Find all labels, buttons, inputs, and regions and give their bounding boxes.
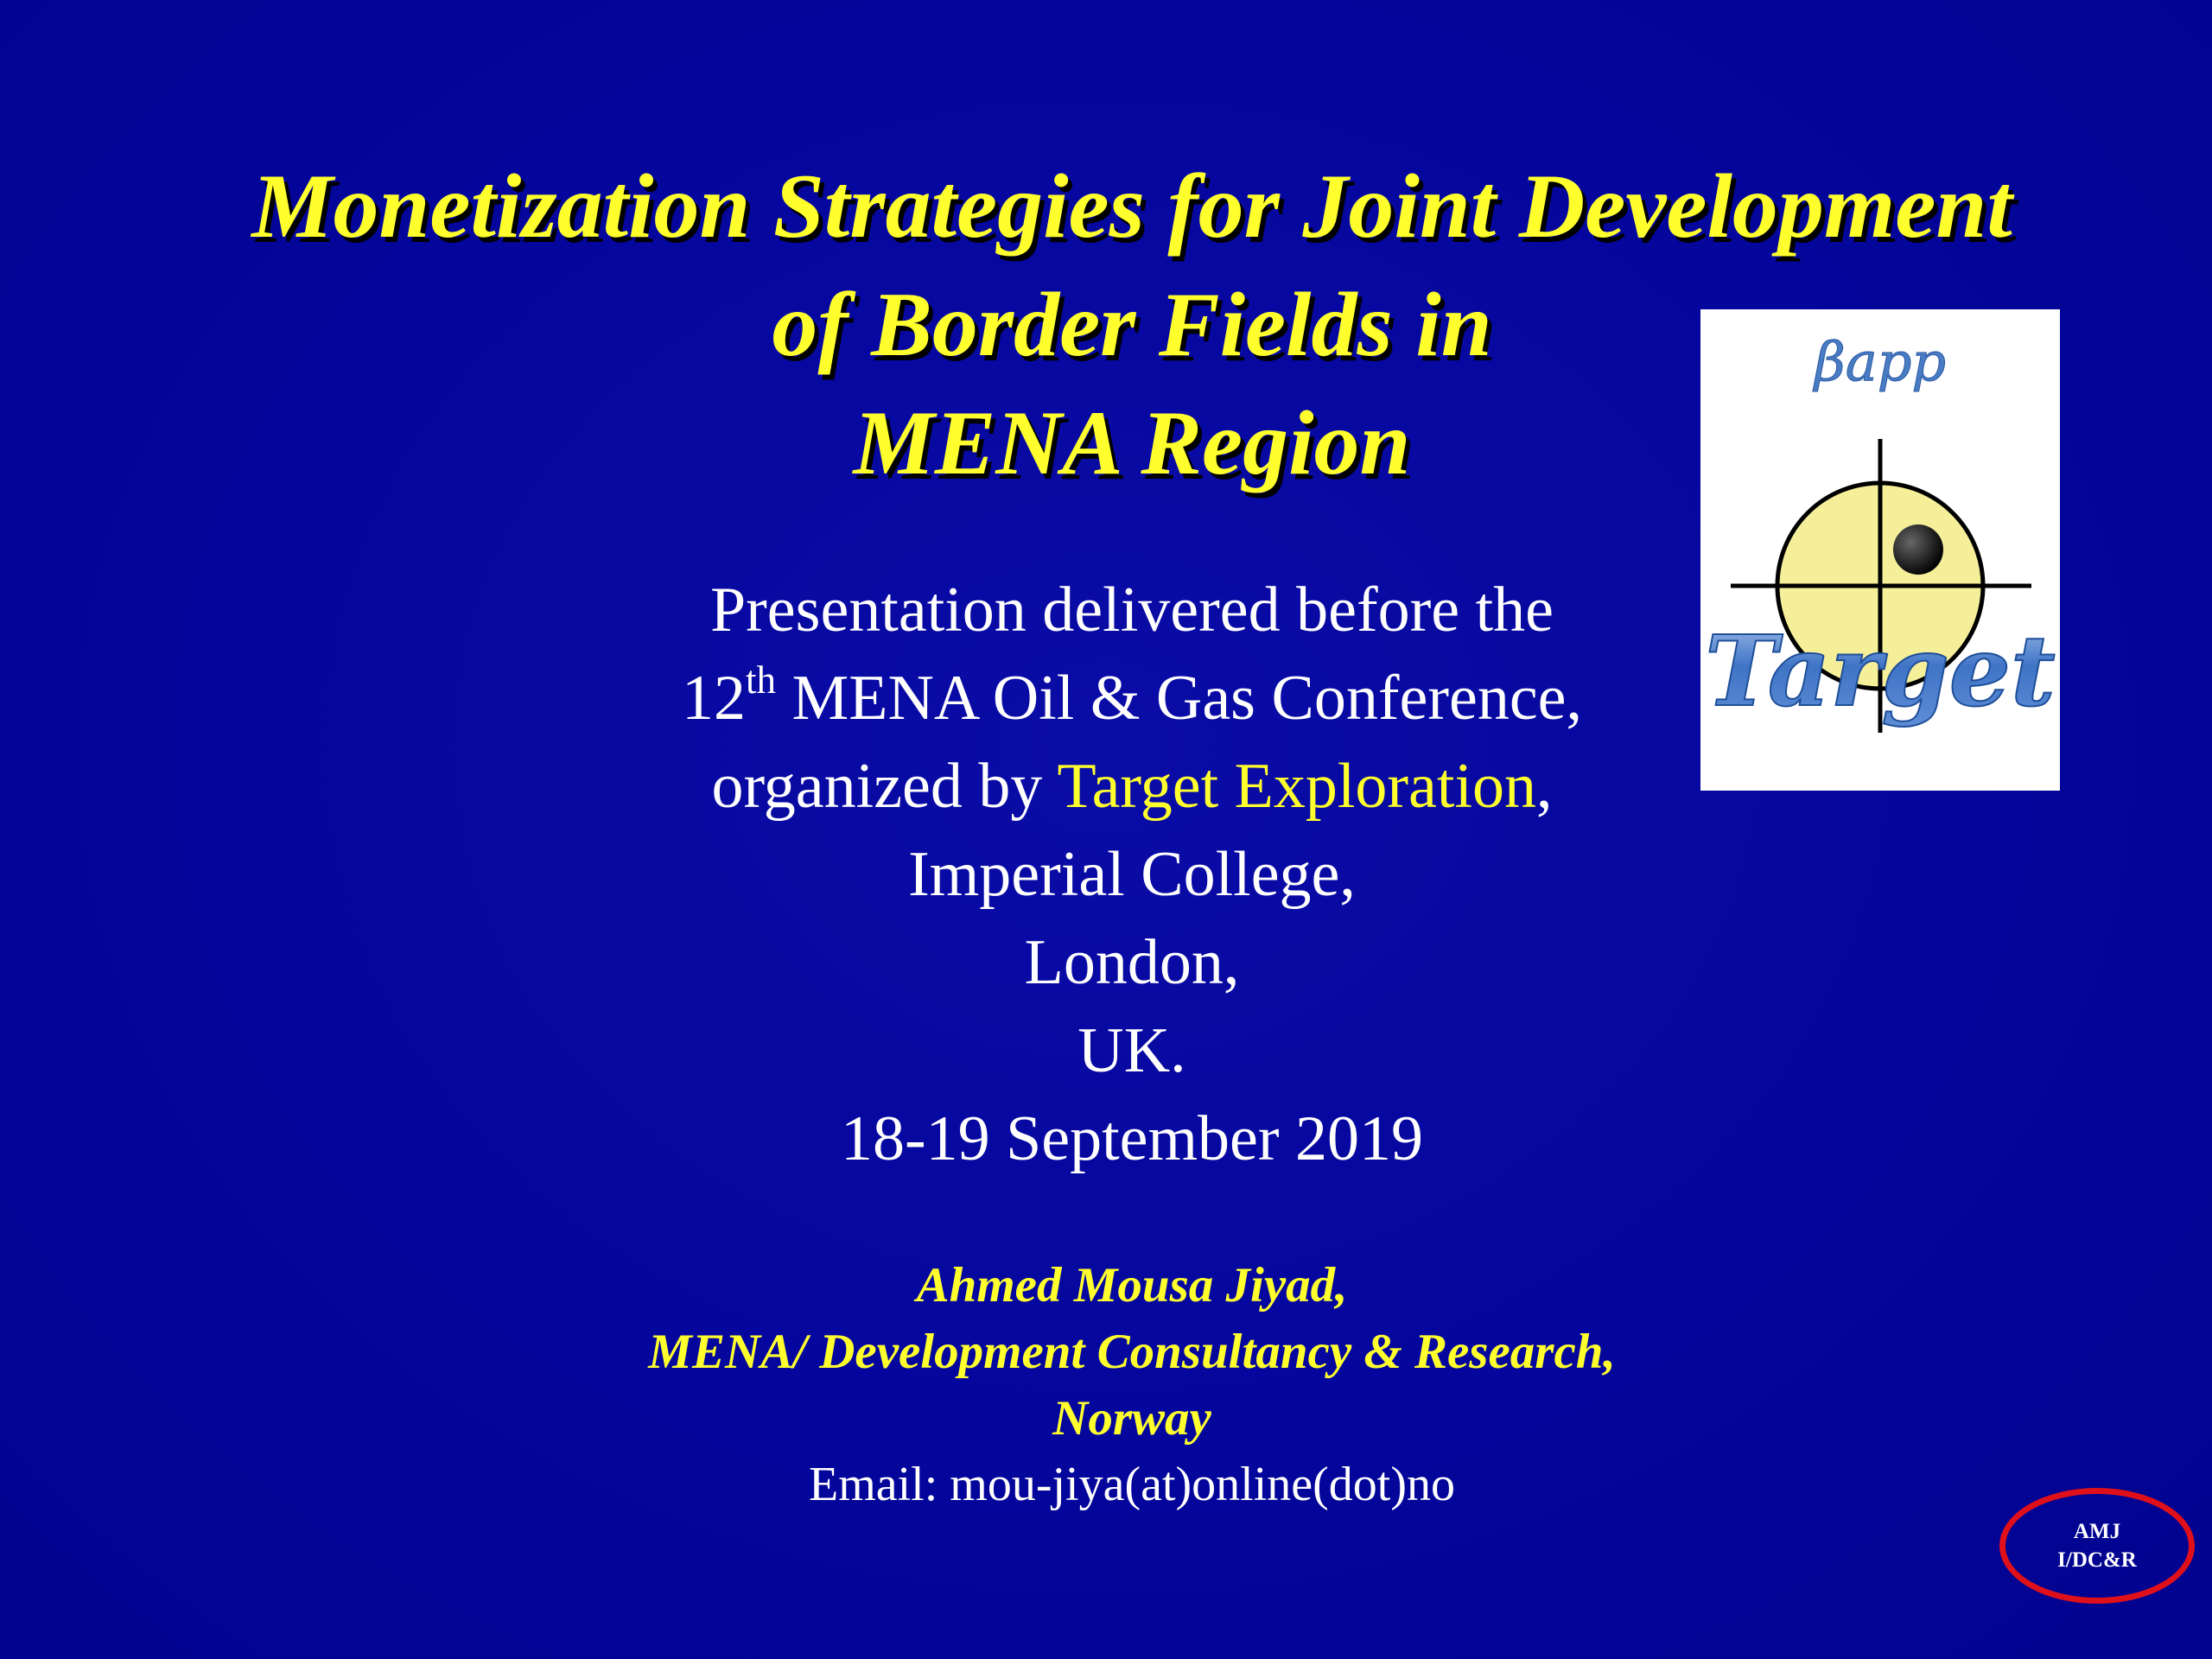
target-logo: [1700, 309, 2060, 791]
organizer-name: Target Exploration: [1057, 751, 1537, 822]
logo-word: Target: [1705, 615, 2056, 728]
target-crosshair-icon: [1700, 309, 2060, 791]
conference-name: MENA Oil & Gas Conference,: [775, 663, 1583, 734]
title-line-2: of Border Fields in: [772, 274, 1492, 375]
stamp-line-1: AMJ: [2073, 1520, 2121, 1543]
conference-ordinal-suffix: th: [745, 658, 776, 702]
date-line: 18-19 September 2019: [840, 1103, 1424, 1174]
title-line-3: MENA Region: [853, 392, 1411, 493]
amj-stamp: [1999, 1488, 2195, 1604]
author-name: Ahmed Mousa Jiyad,: [916, 1258, 1348, 1313]
venue-line: Imperial College,: [908, 839, 1356, 910]
stamp-line-2: I/DC&R: [2057, 1548, 2137, 1572]
author-country: Norway: [1052, 1391, 1211, 1446]
city-line: London,: [1024, 927, 1240, 998]
title-line-1: Monetization Strategies for Joint Development: [251, 156, 2012, 257]
presentation-line-1: Presentation delivered before the: [710, 575, 1554, 645]
email-line: Email: mou-jiya(at)online(dot)no: [808, 1458, 1455, 1511]
organizer-prefix: organized by: [711, 751, 1058, 822]
author-organization: MENA/ Development Consultancy & Research,: [648, 1325, 1616, 1379]
logo-top-text: βapp: [1814, 330, 1947, 393]
author-block: [0, 1252, 2212, 1452]
organizer-suffix: ,: [1536, 751, 1553, 822]
country-line: UK.: [1077, 1015, 1186, 1086]
conference-number: 12: [681, 663, 746, 734]
